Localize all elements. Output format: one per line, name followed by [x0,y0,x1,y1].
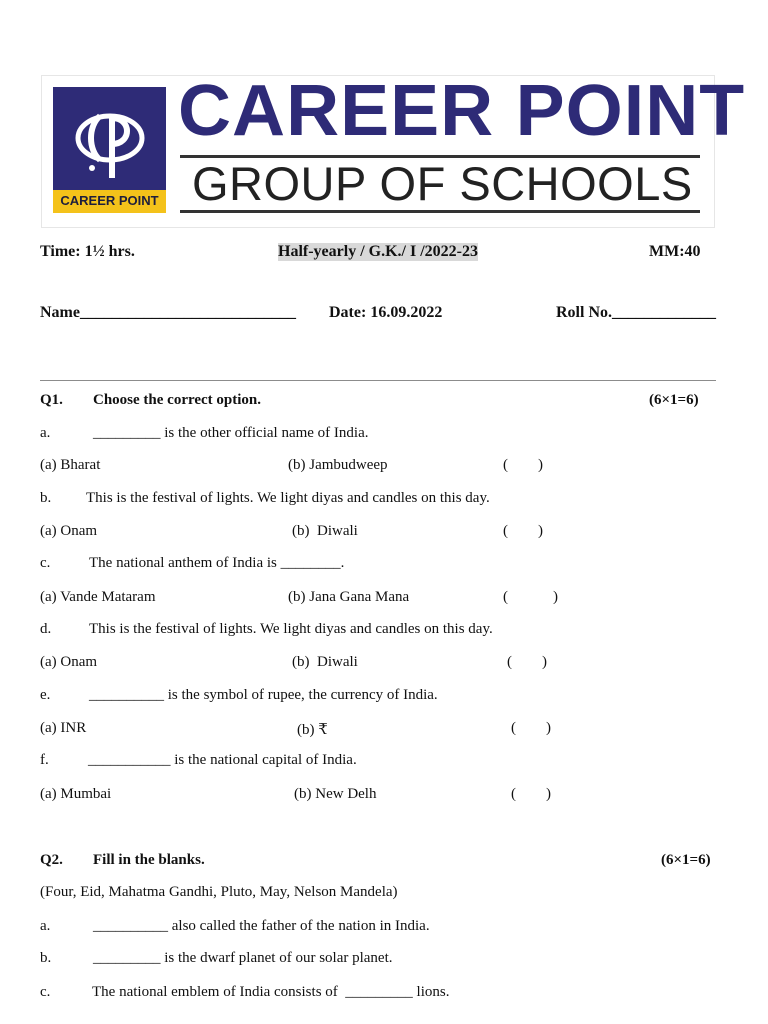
q2-item-letter: a. [40,918,51,934]
exam-title: Half-yearly / G.K./ I /2022-23 [278,243,478,260]
q2-number: Q2. [40,852,63,868]
q1-item-letter: b. [40,490,52,506]
exam-date: Date: 16.09.2022 [329,304,443,321]
q2-item-text: The national emblem of India consists of _________ lions. [92,984,450,1000]
q1-answer-box: ( ) [507,654,547,670]
q1-title: Choose the correct option. [93,392,262,408]
q1-option-b: (b) ₹ [297,722,328,738]
cp-logo-icon [70,96,150,184]
q1-item-letter: d. [40,621,52,637]
q1-option-b: (b) Jana Gana Mana [288,589,410,605]
q2-title: Fill in the blanks. [93,852,205,868]
q1-answer-box: ( ) [511,786,551,802]
q1-option-a: (a) Bharat [40,457,101,473]
q1-option-a: (a) Onam [40,523,98,539]
q1-answer-box: ( ) [503,523,543,539]
q1-option-a: (a) Vande Mataram [40,589,156,605]
q1-option-b: (b) New Delh [294,786,377,802]
roll-no-field: Roll No._____________ [556,304,716,321]
q1-answer-box: ( ) [511,720,551,736]
q1-item-letter: e. [40,687,51,703]
q1-item-question: This is the festival of lights. We light diyas and candles on this day. [86,490,490,506]
q2-item-letter: b. [40,950,52,966]
q2-word-bank: (Four, Eid, Mahatma Gandhi, Pluto, May, Nelson Mandela) [40,884,398,900]
divider [40,380,716,381]
q2-marks: (6×1=6) [661,852,711,868]
q2-item-text: __________ also called the father of the nation in India. [93,918,430,934]
q1-item-letter: c. [40,555,51,571]
name-field: Name___________________________ [40,304,296,321]
q1-item-question: _________ is the other official name of India. [93,425,369,441]
q1-item-question: ___________ is the national capital of India. [88,752,357,768]
q1-item-question: The national anthem of India is ________. [89,555,345,571]
exam-time: Time: 1½ hrs. [40,243,135,260]
q1-marks: (6×1=6) [649,392,699,408]
q1-item-letter: a. [40,425,51,441]
q1-item-question: This is the festival of lights. We light diyas and candles on this day. [89,621,493,637]
q1-option-a: (a) INR [40,720,87,736]
q2-item-text: _________ is the dwarf planet of our solar planet. [93,950,393,966]
q2-item-letter: c. [40,984,51,1000]
q1-option-a: (a) Mumbai [40,786,112,802]
q1-option-b: (b) Jambudweep [288,457,388,473]
q1-option-a: (a) Onam [40,654,98,670]
brand-subtitle: GROUP OF SCHOOLS [192,157,693,210]
brand-rule-bottom [180,210,700,213]
brand-title: CAREER POINT [178,71,746,151]
max-marks: MM:40 [649,243,701,260]
q1-item-question: __________ is the symbol of rupee, the currency of India. [89,687,438,703]
logo-label: CAREER POINT [60,193,159,208]
q1-option-b: (b) Diwali [292,654,358,670]
q1-item-letter: f. [40,752,49,768]
q1-number: Q1. [40,392,63,408]
q1-option-b: (b) Diwali [292,523,358,539]
q1-answer-box: ( ) [503,589,558,605]
q1-answer-box: ( ) [503,457,543,473]
